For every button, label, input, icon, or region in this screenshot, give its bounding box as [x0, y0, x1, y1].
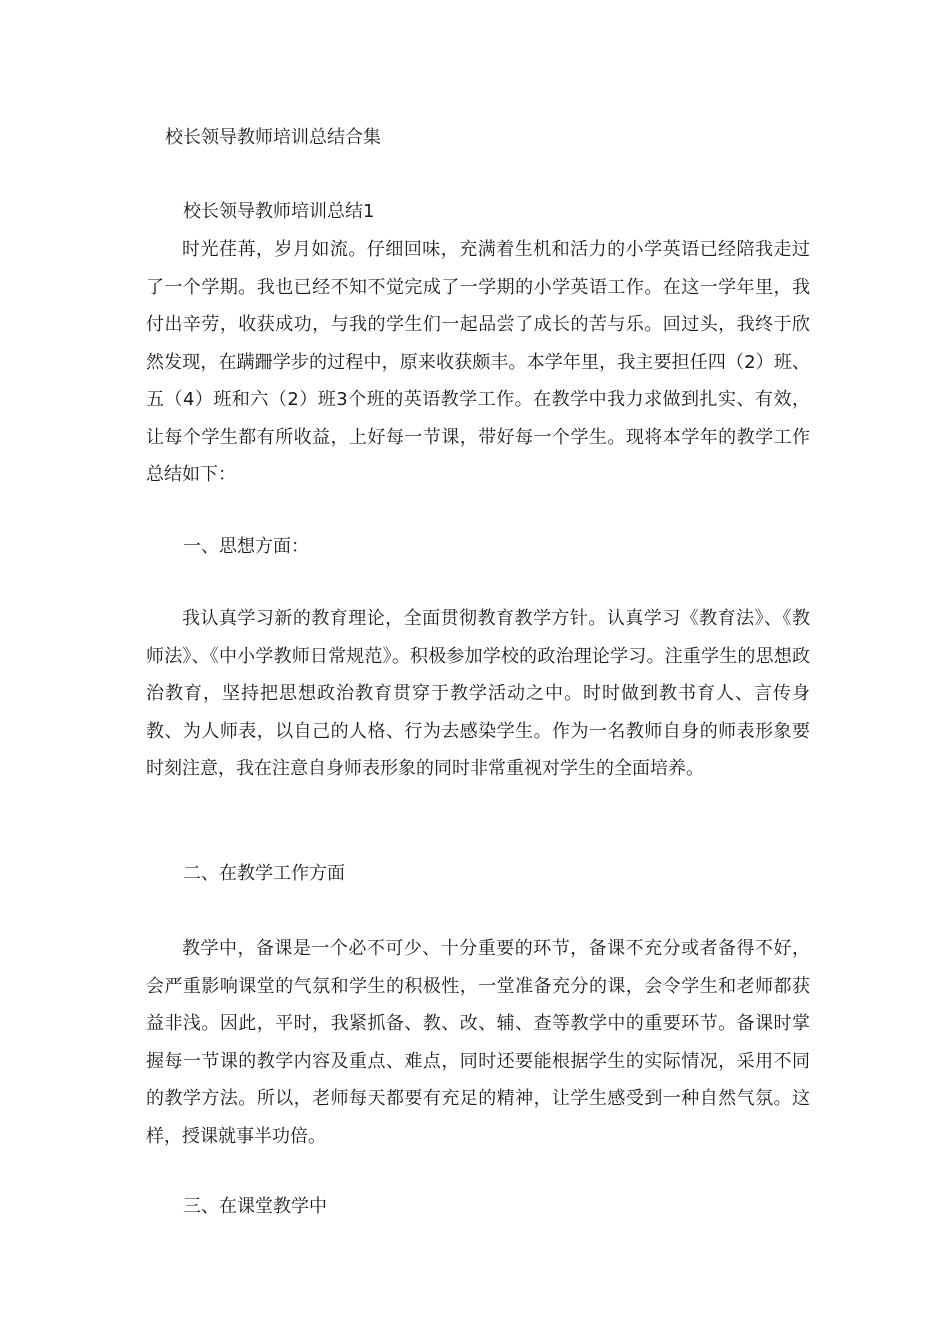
- document-title: 校长领导教师培训总结合集: [165, 127, 381, 148]
- section-title: 校长领导教师培训总结1: [183, 201, 375, 222]
- paragraph-intro: 时光荏苒，岁月如流。仔细回味，充满着生机和活力的小学英语已经陪我走过了一个学期。我也已经不知不觉完成了一学期的小学英语工作。在这一学年里，我付出辛劳，收获成功，与我的学生们一起品尝了成长的苦与乐。回过头，我终于欣然发现，在蹒跚学步的过程中，原来收获颇丰。本学年里，我主要担任四（2）班、五（4）班和六（2）班3个班的英语教学工作。在教学中我力求做到扎实、有效，让每个学生都有所收益，上好每一节课，带好每一个学生。现将本学年的教学工作总结如下：: [146, 239, 810, 485]
- paragraph-teaching-work: 教学中，备课是一个必不可少、十分重要的环节，备课不充分或者备得不好，会严重影响课堂的气氛和学生的积极性，一堂准备充分的课，会令学生和老师都获益非浅。因此，平时，我紧抓备、教、改、辅、查等教学中的重要环节。备课时掌握每一节课的教学内容及重点、难点，同时还要能根据学生的实际情况，采用不同的教学方法。所以，老师每天都要有充足的精神，让学生感受到一种自然气氛。这样，授课就事半功倍。: [146, 938, 810, 1147]
- heading-teaching-work: 二、在教学工作方面: [183, 863, 345, 884]
- heading-classroom-teaching: 三、在课堂教学中: [183, 1196, 327, 1217]
- heading-ideology: 一、思想方面：: [183, 536, 309, 557]
- paragraph-ideology: 我认真学习新的教育理论，全面贯彻教育教学方针。认真学习《教育法》、《教师法》、《中小学教师日常规范》。积极参加学校的政治理论学习。注重学生的思想政治教育，坚持把思想政治教育贯穿于教学活动之中。时时做到教书育人、言传身教、为人师表，以自己的人格、行为去感染学生。作为一名教师自身的师表形象要时刻注意，我在注意自身师表形象的同时非常重视对学生的全面培养。: [146, 608, 810, 779]
